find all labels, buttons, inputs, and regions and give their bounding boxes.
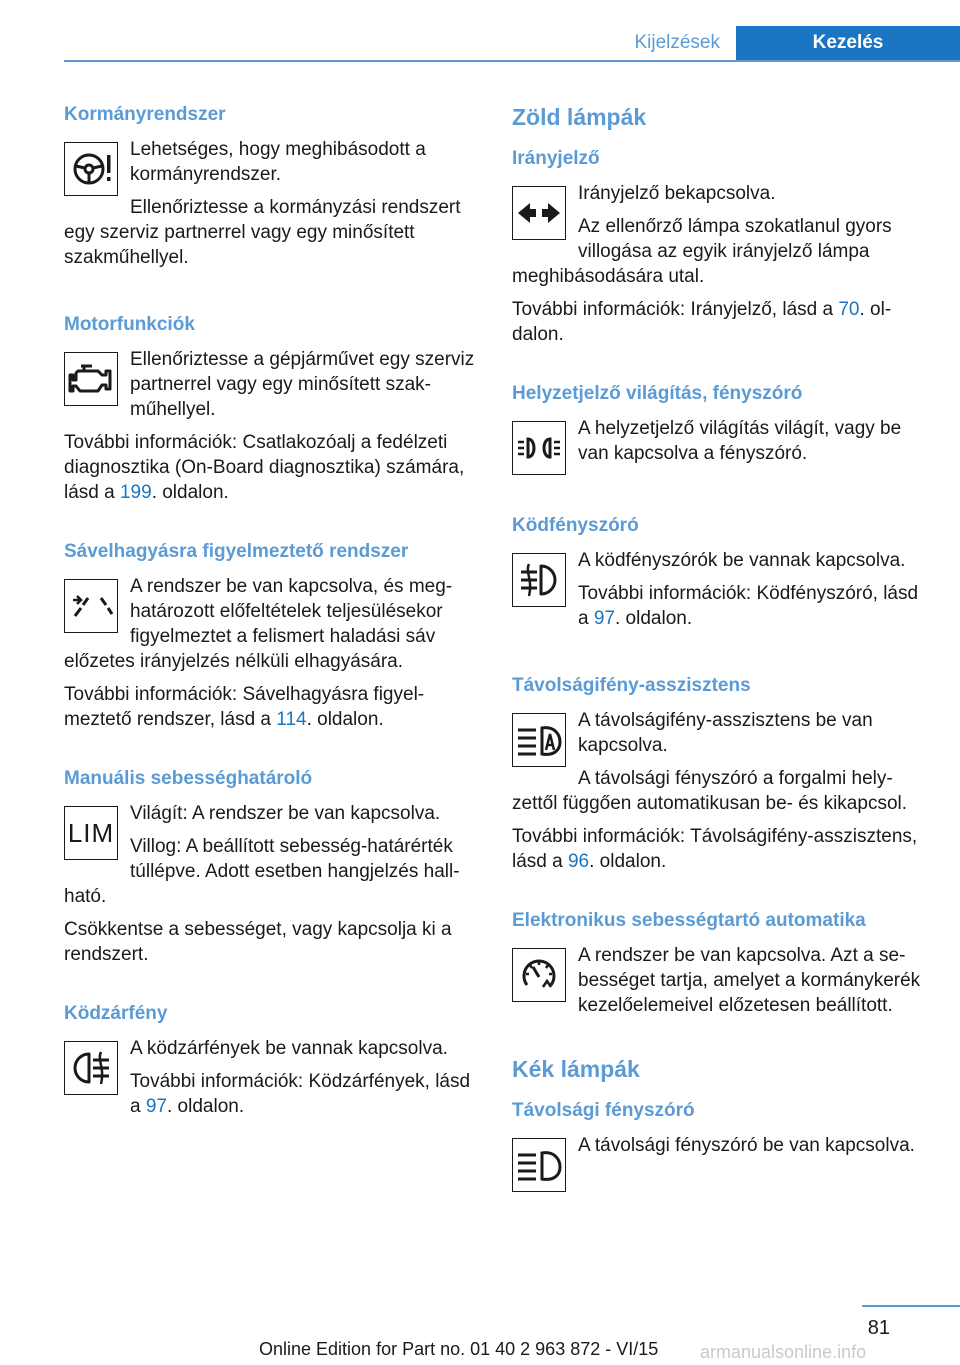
section-heading: Manuális sebességhatároló <box>64 768 313 789</box>
blue-lamps-title: Kék lámpák <box>512 1056 640 1082</box>
paragraph <box>512 297 930 347</box>
section-heading: Elektronikus sebességtartó automatika <box>512 910 866 931</box>
paragraph: Irányjelző bekapcsolva. <box>578 183 776 204</box>
paragraph-text: További információk: Sávelhagyásra figyelmeztető rendszer, lásd a <box>64 684 425 730</box>
section-iranyjelzo <box>512 146 930 347</box>
edition-text: Online Edition for Part no. 01 40 2 963 872 - VI/15 <box>259 1339 659 1359</box>
section-motorfunkciok <box>64 312 484 505</box>
page-header <box>0 0 960 62</box>
high-beam-assist-icon <box>512 713 566 767</box>
section-savelhagyas <box>64 539 484 732</box>
page-link[interactable]: 114 <box>276 709 307 730</box>
section-kormanyrendszer <box>64 102 484 278</box>
lim-label: LIM <box>67 817 115 848</box>
paragraph: A ködzárfények be vannak kapcsolva. <box>130 1038 448 1059</box>
lim-icon <box>64 806 118 860</box>
section-helyzetjelzo <box>512 381 930 479</box>
section-heading: Ködzárfény <box>64 1003 168 1024</box>
page-link[interactable]: 70 <box>838 299 860 320</box>
section-heading: Sávelhagyásra figyelmeztető rendszer <box>64 541 409 562</box>
paragraph: Csökkentse a sebességet, vagy kapcsolja ki a rendszert. <box>64 919 452 965</box>
paragraph-text: . oldalon. <box>167 1096 245 1117</box>
section-heading: Motorfunkciók <box>64 314 195 335</box>
paragraph <box>64 430 484 505</box>
parking-light-icon <box>512 421 566 475</box>
section-tavolsagi-fenyszoro <box>512 1098 930 1196</box>
paragraph: A távolságifény-asszisztens be van kapcsolva. <box>578 710 873 756</box>
section-sebessegtarto <box>512 908 930 1026</box>
paragraph-text: . oldalon. <box>589 851 667 872</box>
paragraph: A helyzetjelző világítás világít, vagy be van kapcsolva a fényszóró. <box>578 418 902 464</box>
paragraph: Villog: A beállított sebesség-határérték túllépve. Adott esetben hangjelzés hallható. <box>64 836 460 907</box>
paragraph: A távolsági fényszóró be van kapcsolva. <box>578 1135 915 1156</box>
front-fog-icon <box>512 553 566 607</box>
section-heading: Távolsági fényszóró <box>512 1100 695 1121</box>
cruise-control-icon <box>512 948 566 1002</box>
paragraph <box>64 1069 484 1119</box>
page-number: 81 <box>867 1317 890 1339</box>
section-kodfenyszoro <box>512 513 930 639</box>
paragraph: A távolsági fényszóró a forgalmi helyzettől függően automatikusan be- és kikapcsol. <box>512 768 908 814</box>
section-heading: Irányjelző <box>512 148 600 169</box>
header-rule <box>64 60 960 62</box>
paragraph-text: . oldalon. <box>151 482 229 503</box>
page-link[interactable]: 97 <box>593 608 615 629</box>
section-heading: Távolságifény-asszisztens <box>512 675 751 696</box>
engine-icon <box>64 352 118 406</box>
paragraph-text: . oldalon. <box>615 608 693 629</box>
paragraph <box>512 581 930 631</box>
tab-kezeles[interactable]: Kezelés <box>736 26 960 62</box>
page-link[interactable]: 97 <box>145 1096 167 1117</box>
paragraph-text: További információk: Távolságifény-asszisztens, lásd a <box>512 826 918 872</box>
paragraph-text: További információk: Ködzárfények, lásd a <box>130 1071 471 1117</box>
rear-fog-icon <box>64 1041 118 1095</box>
paragraph: Világít: A rendszer be van kapcsolva. <box>130 803 441 824</box>
section-heading: Kormányrendszer <box>64 104 226 125</box>
paragraph-text: . oldalon. <box>306 709 384 730</box>
paragraph: Ellenőriztesse a gépjárművet egy szerviz partnerrel vagy egy minősített szakműhellyel. <box>130 349 475 420</box>
tab-kijelzesek[interactable]: Kijelzések <box>634 32 720 53</box>
steering-warning-icon <box>64 142 118 196</box>
section-tavolsagifeny-asszisztens <box>512 673 930 874</box>
paragraph <box>64 682 484 732</box>
green-lamps-title: Zöld lámpák <box>512 104 647 130</box>
paragraph: A ködfényszórók be vannak kapcsolva. <box>578 550 906 571</box>
high-beam-icon <box>512 1138 566 1192</box>
section-heading: Helyzetjelző világítás, fényszóró <box>512 383 803 404</box>
section-kodzarfeny <box>64 1001 484 1127</box>
left-column <box>64 102 484 1161</box>
paragraph: Ellenőriztesse a kormányzási rendszert egy szerviz partnerrel vagy egy minősített szakműhellyel. <box>64 197 461 268</box>
lane-departure-icon <box>64 579 118 633</box>
paragraph-text: További információk: Irányjelző, lásd a <box>512 299 839 320</box>
right-column <box>512 102 930 1230</box>
paragraph: A rendszer be van kapcsolva, és meghatározott előfeltételek teljesülésekor figyelmeztet a felismert haladási sáv előzetes irányjelzés nélküli elhagyására. <box>64 576 453 672</box>
paragraph <box>512 824 930 874</box>
paragraph: A rendszer be van kapcsolva. Azt a sebességet tartja, amelyet a kormánykerék kezelőelemeivel előzetesen beállított. <box>578 945 921 1016</box>
footer-rule <box>862 1305 960 1307</box>
page-link[interactable]: 199 <box>119 482 152 503</box>
turn-signal-icon <box>512 186 566 240</box>
paragraph-text: További információk: Csatlakozóalj a fedélzeti diagnosztika (On-Board diagnosztika) számára, lásd a <box>64 432 465 503</box>
paragraph-text: . oldalon. <box>512 299 892 345</box>
paragraph: Lehetséges, hogy meghibásodott a kormányrendszer. <box>130 139 426 185</box>
section-manualis-sebesseghatarolo <box>64 766 484 967</box>
section-heading: Ködfényszóró <box>512 515 639 536</box>
paragraph-text: További információk: Ködfényszóró, lásd a <box>578 583 919 629</box>
paragraph: Az ellenőrző lámpa szokatlanul gyors villogása az egyik irányjelző lámpa meghibásodására utal. <box>512 216 892 287</box>
page-link[interactable]: 96 <box>567 851 590 872</box>
watermark: armanualsonline.info <box>700 1342 867 1362</box>
